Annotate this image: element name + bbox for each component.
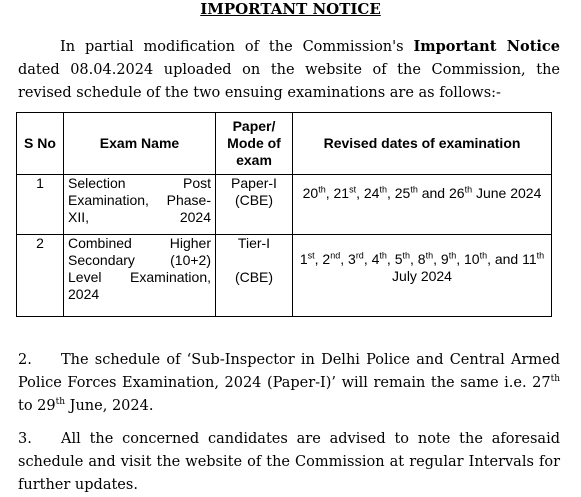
header-dates: Revised dates of examination [293, 113, 552, 175]
para3-text: All the concerned candidates are advised to note the aforesaid schedule and visit the website of the Commission at regular Intervals for further updates. [18, 431, 560, 493]
table-row [17, 175, 552, 235]
row2-paper: Tier-I [237, 235, 271, 251]
row1-exam-name [64, 175, 216, 235]
table-header-row [17, 113, 552, 175]
row2-exam-name [64, 235, 216, 317]
row2-sno: 2 [17, 235, 64, 317]
table-row [17, 235, 552, 317]
header-sno: S No [17, 113, 64, 175]
row1-dates [293, 175, 552, 235]
row1-paper: Paper-I [231, 175, 277, 191]
row1-mode: (CBE) [234, 192, 274, 208]
paragraph-2 [18, 349, 560, 418]
intro-text-a: In partial modification of the Commission's [60, 39, 414, 55]
notice-title: IMPORTANT NOTICE [200, 0, 381, 18]
row2-exam-name-text: Combined Higher Secondary (10+2) Level Examination, 2024 [68, 235, 211, 302]
para3-number: 3. [18, 431, 32, 447]
row2-dates-text: 1st, 2nd, 3rd, 4th, 5th, 8th, 9th, 10th, and 11th July 2024 [299, 250, 545, 284]
header-paper-mode: Paper/ Mode of exam [216, 113, 293, 175]
row2-dates [293, 235, 552, 317]
row1-sno: 1 [17, 175, 64, 235]
row1-paper-mode [216, 175, 293, 235]
row2-paper-mode [216, 235, 293, 317]
row1-dates-text: 20th, 21st, 24th, 25th and 26th June 2024 [302, 184, 542, 201]
schedule-table [16, 112, 552, 317]
header-exam-name: Exam Name [64, 113, 216, 175]
paragraph-3 [18, 428, 560, 497]
row1-exam-name-text: Selection Post Examination, Phase-XII, 2024 [68, 175, 211, 225]
para2-text: The schedule of ‘Sub-Inspector in Delhi Police and Central Armed Police Forces Examination, 2024 (Paper-I)’ will remain the same i.e. 27th to 29th June, 2024. [18, 352, 560, 414]
para2-number: 2. [18, 352, 32, 368]
row2-mode: (CBE) [234, 269, 274, 285]
intro-text-b: dated 08.04.2024 uploaded on the website of the Commission, the revised schedule of the two ensuing examinations are as follows:- [18, 62, 560, 101]
intro-bold: Important Notice [413, 38, 560, 55]
intro-paragraph [18, 35, 560, 105]
